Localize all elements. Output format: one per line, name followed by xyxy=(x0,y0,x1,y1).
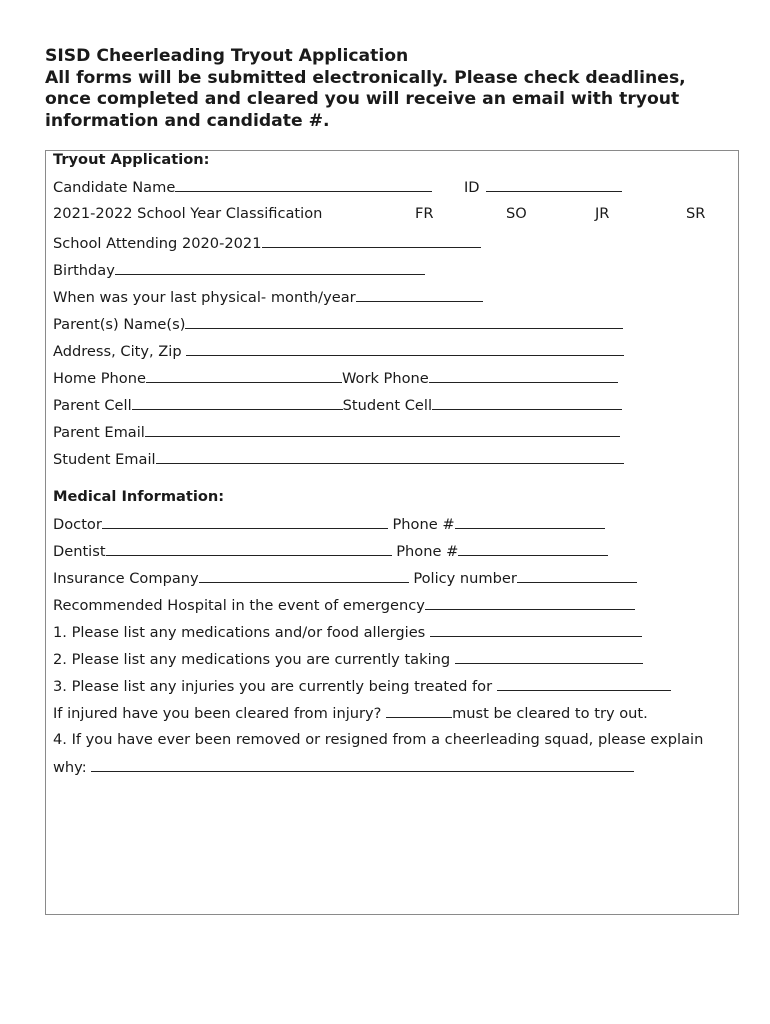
page-title: SISD Cheerleading Tryout Application xyxy=(45,46,409,66)
page-heading xyxy=(45,46,745,132)
address-field[interactable] xyxy=(186,342,624,356)
dentist-field[interactable] xyxy=(106,542,392,556)
school-field[interactable] xyxy=(262,234,481,248)
birthday-label: Birthday xyxy=(53,262,115,279)
parents-field[interactable] xyxy=(185,315,623,329)
parent-email-row xyxy=(53,423,620,442)
cell-row xyxy=(53,396,622,415)
q2-label: 2. Please list any medications you are currently taking xyxy=(53,651,451,668)
q1-field[interactable] xyxy=(430,623,642,637)
insurance-label: Insurance Company xyxy=(53,570,199,587)
student-cell-label: Student Cell xyxy=(342,397,433,414)
home-phone-label: Home Phone xyxy=(53,370,146,387)
candidate-name-row xyxy=(53,178,432,197)
parent-cell-label: Parent Cell xyxy=(53,397,132,414)
q2-row xyxy=(53,650,643,669)
medical-section-title: Medical Information: xyxy=(53,488,225,505)
why-label: why: xyxy=(53,759,87,776)
q1-label: 1. Please list any medications and/or food allergies xyxy=(53,624,426,641)
parent-cell-field[interactable] xyxy=(132,396,343,410)
injured-label: If injured have you been cleared from injury? xyxy=(53,705,382,722)
physical-row xyxy=(53,288,483,307)
policy-label: Policy number xyxy=(413,570,517,587)
doctor-label: Doctor xyxy=(53,516,102,533)
q4-row xyxy=(53,731,703,749)
q3-row xyxy=(53,677,671,696)
address-row xyxy=(53,342,624,361)
q3-field[interactable] xyxy=(497,677,671,691)
instructions-line-3: information and candidate #. xyxy=(45,110,330,131)
parent-email-label: Parent Email xyxy=(53,424,145,441)
student-email-row xyxy=(53,450,624,469)
injured-row xyxy=(53,704,648,723)
hospital-label: Recommended Hospital in the event of emergency xyxy=(53,597,425,614)
classification-option-jr[interactable]: JR xyxy=(595,205,610,222)
instructions-line-1: All forms will be submitted electronically. Please check deadlines, xyxy=(45,67,686,88)
school-label: School Attending 2020-2021 xyxy=(53,235,262,252)
birthday-row xyxy=(53,261,425,280)
candidate-name-label: Candidate Name xyxy=(53,179,176,196)
address-label: Address, City, Zip xyxy=(53,343,182,360)
id-field[interactable] xyxy=(486,178,622,192)
id-label: ID xyxy=(464,179,480,196)
doctor-phone-label: Phone # xyxy=(392,516,455,533)
why-row xyxy=(53,758,634,777)
doctor-row xyxy=(53,515,605,534)
dentist-row xyxy=(53,542,608,561)
dentist-phone-label: Phone # xyxy=(396,543,459,560)
classification-option-so[interactable]: SO xyxy=(506,205,527,222)
physical-label: When was your last physical- month/year xyxy=(53,289,356,306)
tryout-section-title: Tryout Application: xyxy=(53,151,210,168)
q4-label: 4. If you have ever been removed or resigned from a cheerleading squad, please explain xyxy=(53,731,704,748)
doctor-phone-field[interactable] xyxy=(455,515,605,529)
q2-field[interactable] xyxy=(455,650,643,664)
school-row xyxy=(53,234,481,253)
classification-option-fr[interactable]: FR xyxy=(415,205,434,222)
injured-field[interactable] xyxy=(386,704,452,718)
insurance-row xyxy=(53,569,637,588)
candidate-name-field[interactable] xyxy=(175,178,432,192)
work-phone-field[interactable] xyxy=(429,369,618,383)
id-row xyxy=(464,178,622,197)
doctor-field[interactable] xyxy=(102,515,388,529)
instructions-line-2: once completed and cleared you will receive an email with tryout xyxy=(45,89,680,109)
parent-email-field[interactable] xyxy=(145,423,620,437)
why-field[interactable] xyxy=(91,758,634,772)
q1-row xyxy=(53,623,642,642)
classification-label: 2021-2022 School Year Classification xyxy=(53,205,323,222)
classification-option-sr[interactable]: SR xyxy=(686,205,706,222)
phone-row xyxy=(53,369,618,388)
injured-suffix: must be cleared to try out. xyxy=(452,705,648,722)
parents-row xyxy=(53,315,623,334)
hospital-row xyxy=(53,596,635,615)
hospital-field[interactable] xyxy=(425,596,635,610)
student-email-label: Student Email xyxy=(53,451,156,468)
birthday-field[interactable] xyxy=(115,261,425,275)
student-cell-field[interactable] xyxy=(432,396,622,410)
q3-label: 3. Please list any injuries you are currently being treated for xyxy=(53,678,493,695)
policy-field[interactable] xyxy=(517,569,637,583)
home-phone-field[interactable] xyxy=(146,369,342,383)
physical-field[interactable] xyxy=(356,288,483,302)
classification-row xyxy=(53,205,733,223)
student-email-field[interactable] xyxy=(156,450,624,464)
parents-label: Parent(s) Name(s) xyxy=(53,316,186,333)
work-phone-label: Work Phone xyxy=(341,370,429,387)
insurance-field[interactable] xyxy=(199,569,409,583)
dentist-label: Dentist xyxy=(53,543,106,560)
dentist-phone-field[interactable] xyxy=(458,542,608,556)
